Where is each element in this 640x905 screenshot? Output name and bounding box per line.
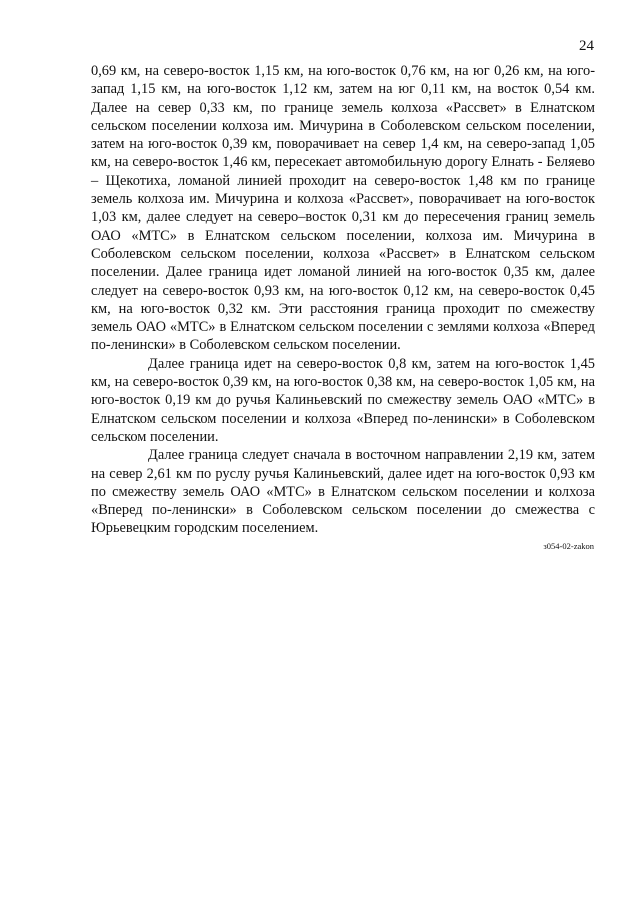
document-body	[91, 62, 595, 538]
paragraph: Далее граница идет на северо-восток 0,8 км, затем на юго-восток 1,45 км, на северо-восток 0,39 км, на юго-восток 0,38 км, на северо-восток 1,05 км, на юго-восток 0,19 км до ручья Калиньевский по смежеству земель ОАО «МТС» в Елнатском сельском поселении и колхоза «Вперед по-ленински» в Соболевском сельском поселении.	[91, 355, 595, 445]
paragraph: 0,69 км, на северо-восток 1,15 км, на юго-восток 0,76 км, на юг 0,26 км, на юго-запад 1,15 км, на юго-восток 1,12 км, затем на юг 0,11 км, на восток 0,54 км. Далее на север 0,33 км, по границе земель колхоза «Рассвет» в Елнатском сельском поселении колхоза им. Мичурина в Соболевском сельском поселении, затем на юго-восток 0,39 км, поворачивает на север 1,4 км, на северо-запад 1,05 км, на северо-восток 1,46 км, пересекает автомобильную дорогу Елнать - Беляево – Щекотиха, ломаной линией проходит на северо-восток 1,48 км по границе земель колхоза им. Мичурина и колхоза «Рассвет», поворачивает на юго-восток 1,03 км, далее следует на северо–восток 0,31 км до пересечения границ земель ОАО «МТС» в Елнатском сельском поселении, колхоза им. Мичурина в Соболевском сельском поселении, колхоза «Рассвет» в Елнатском сельском поселении. Далее граница идет ломаной линией на юго-восток 0,35 км, далее следует на северо-восток 0,93 км, на юго-восток 0,12 км, на северо-восток 0,45 км, на юго-восток 0,32 км. Эти расстояния граница проходит по смежеству земель ОАО «МТС» в Елнатском сельском поселении с землями колхоза «Вперед по-ленински» в Соболевском сельском поселении.	[91, 63, 595, 354]
paragraph: Далее граница следует сначала в восточном направлении 2,19 км, затем на север 2,61 км по руслу ручья Калиньевский, далее идет на юго-восток 0,93 км по смежеству земель ОАО «МТС» в Елнатском сельском поселении и колхоза «Вперед по-ленински» в Соболевском сельском поселении до смежества с Юрьевецким городским поселением.	[91, 447, 595, 537]
document-code: з054-02-zakon	[543, 541, 594, 551]
page-number: 24	[579, 38, 594, 54]
